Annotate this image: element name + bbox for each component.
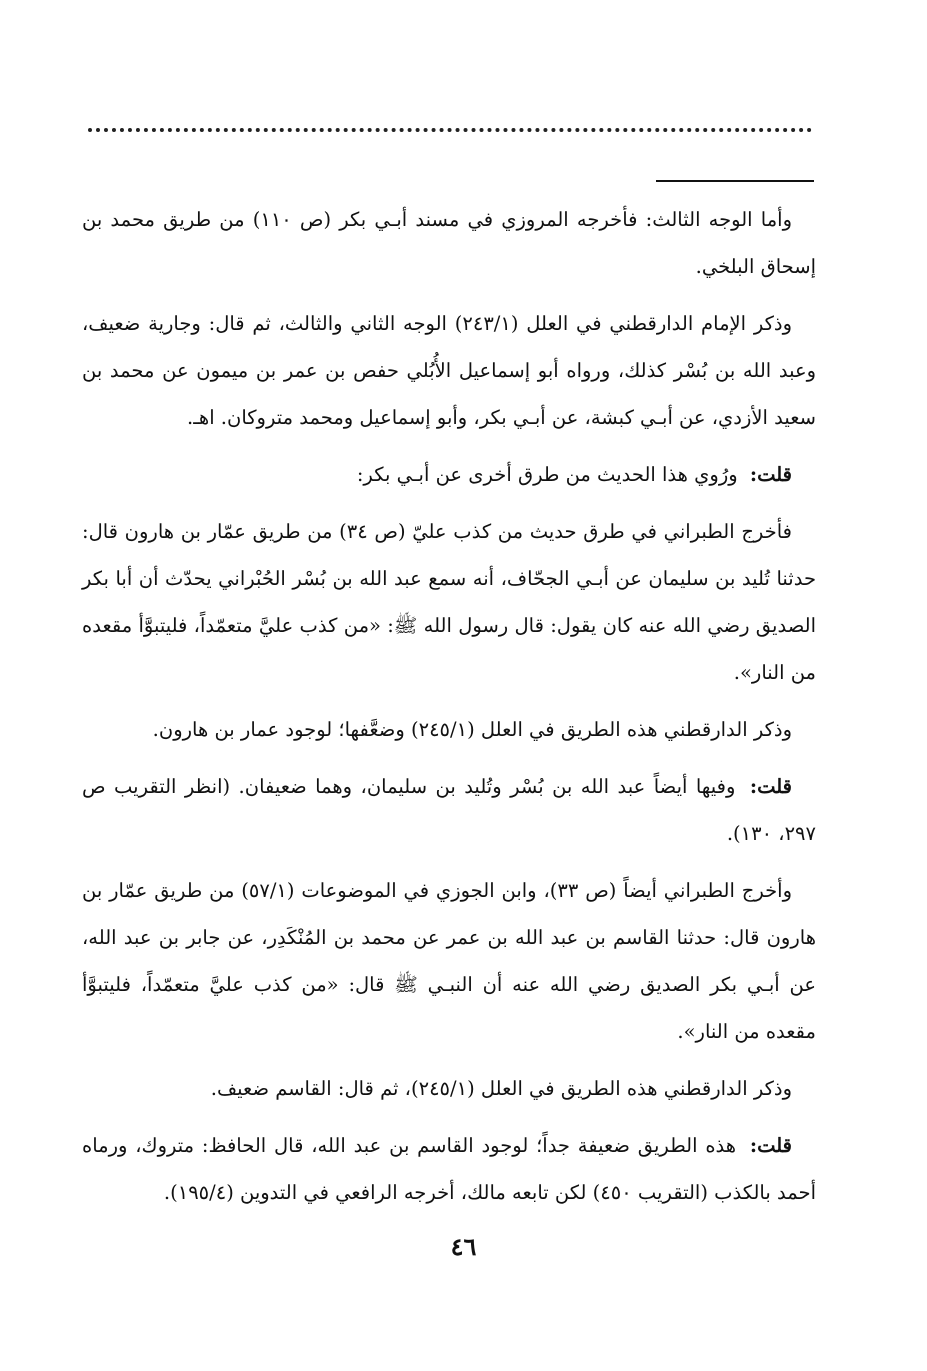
paragraph [82, 196, 816, 290]
paragraph-text: فأخرج الطبراني في طرق حديث من كذب عليّ (ص ٣٤) من طريق عمّار بن هارون قال: حدثنا تُليد بن سليمان عن أبـي الجحّاف، أنه سمع عبد الله بن بُسْر الحُبْراني يحدّث أن أبا بكر الصديق رضي الله عنه كان يقول: قال رسول الله ﷺ: «من كذب عليَّ متعمّداً، فليتبوَّأ مقعده من النار». [82, 520, 816, 684]
page-number: ٤٦ [450, 1232, 477, 1261]
paragraph [82, 763, 816, 857]
paragraph-text: وذكر الدارقطني هذه الطريق في العلل (٢٤٥/١) وضعَّفها؛ لوجود عمار بن هارون. [152, 718, 792, 741]
paragraph [82, 300, 816, 441]
footnote-dotted-separator [88, 128, 812, 132]
paragraph-lead: قلت: [749, 1134, 792, 1157]
paragraph-text: ورُوي هذا الحديث من طرق أخرى عن أبـي بكر: [356, 463, 738, 486]
paragraph-text: وذكر الإمام الدارقطني في العلل (٢٤٣/١) الوجه الثاني والثالث، ثم قال: وجارية ضعيف، وعبد الله بن بُسْر كذلك، ورواه أبو إسماعيل الأُبُلي حفص بن عمر بن ميمون عن محمد بن سعيد الأزدي، عن أبـي كبشة، عن أبـي بكر، وأبو إسماعيل ومحمد متروكان. اهـ. [82, 312, 816, 429]
paragraph-lead: قلت: [749, 463, 792, 486]
paragraph [82, 508, 816, 696]
footnote-line-separator [656, 180, 814, 182]
paragraph [82, 706, 816, 753]
paragraph-text: وأخرج الطبراني أيضاً (ص ٣٣)، وابن الجوزي في الموضوعات (٥٧/١) من طريق عمّار بن هارون قال: حدثنا القاسم بن عبد الله بن عمر عن محمد بن المُنْكَدِر، عن جابر بن عبد الله، عن أبـي بكر الصديق رضي الله عنه أن النبـي ﷺ قال: «من كذب عليَّ متعمّداً، فليتبوَّأ مقعده من النار». [82, 879, 816, 1043]
paragraph-text: وذكر الدارقطني هذه الطريق في العلل (٢٤٥/١)، ثم قال: القاسم ضعيف. [210, 1077, 792, 1100]
paragraph-text: وفيها أيضاً عبد الله بن بُسْر وتُليد بن سليمان، وهما ضعيفان. (انظر التقريب ص ٢٩٧، ١٣٠). [82, 775, 816, 845]
paragraph-text: هذه الطريق ضعيفة جداً؛ لوجود القاسم بن عبد الله، قال الحافظ: متروك، ورماه أحمد بالكذب (التقريب ٤٥٠) لكن تابعه مالك، أخرجه الرافعي في التدوين (١٩٥/٤). [82, 1134, 816, 1204]
paragraph [82, 867, 816, 1055]
paragraph [82, 1065, 816, 1112]
paragraph-text: وأما الوجه الثالث: فأخرجه المروزي في مسند أبـي بكر (ص ١١٠) من طريق محمد بن إسحاق البلخي. [82, 208, 816, 278]
paragraph [82, 451, 816, 498]
page-body [82, 196, 816, 1226]
paragraph [82, 1122, 816, 1216]
paragraph-lead: قلت: [749, 775, 792, 798]
